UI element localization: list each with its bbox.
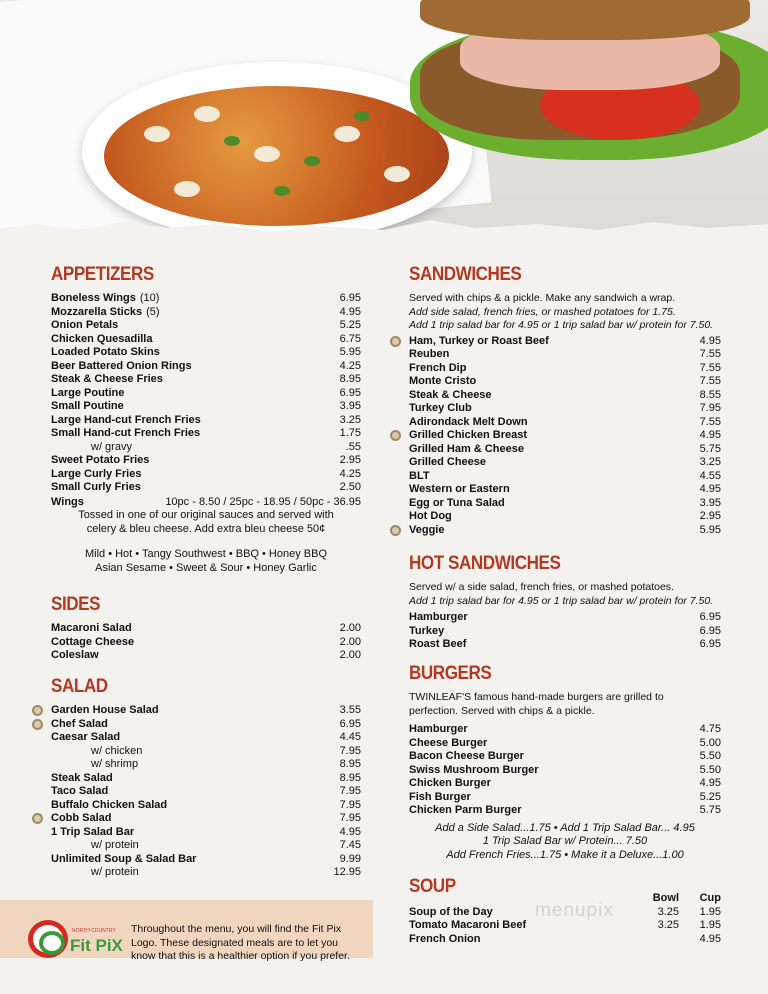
menu-item — [51, 333, 361, 347]
burger-addon: Add French Fries...1.75 • Make it a Deluxe...1.00 — [446, 848, 684, 861]
menu-item — [51, 758, 361, 772]
menu-item — [51, 387, 361, 401]
wings-description: Tossed in one of our original sauces and served with — [78, 509, 334, 521]
menu-item — [51, 481, 361, 495]
cup-header: Cup — [699, 892, 721, 904]
menu-item — [51, 826, 361, 840]
item-price: 6.95 — [339, 386, 361, 399]
item-price: 5.50 — [699, 750, 721, 762]
item-name: w/ gravy — [91, 440, 132, 453]
item-price: 1.75 — [339, 427, 361, 439]
item-name: Veggie — [409, 523, 445, 536]
menu-item — [51, 704, 361, 718]
item-name: Adirondack Melt Down — [409, 415, 528, 428]
section-description: Served w/ a side salad, french fries, or mashed potatoes. — [409, 581, 674, 593]
menu-item — [409, 335, 721, 349]
item-price: 4.95 — [699, 429, 721, 441]
menu-item — [51, 622, 361, 636]
item-price: 5.75 — [699, 442, 721, 455]
menu-item — [51, 745, 361, 759]
item-price: 5.25 — [699, 790, 721, 803]
item-name: Fish Burger — [409, 790, 471, 803]
item-price: 2.00 — [339, 622, 361, 634]
menu-item — [51, 718, 361, 732]
item-price: 6.95 — [699, 624, 721, 637]
item-price: 7.95 — [699, 402, 721, 414]
logo-subtext: NORTH COUNTRY — [72, 928, 116, 934]
item-price: .55 — [345, 440, 361, 453]
menu-item — [51, 649, 361, 663]
fit-pix-icon — [32, 813, 43, 824]
item-name: Large Poutine — [51, 386, 125, 399]
item-name: w/ shrimp — [91, 758, 139, 770]
fit-pix-icon — [32, 705, 43, 716]
menu-item — [409, 510, 721, 524]
menu-item — [409, 638, 721, 652]
item-price: 7.95 — [339, 744, 361, 757]
menu-item — [51, 853, 361, 867]
cup-price: 4.95 — [699, 932, 721, 945]
menu-item — [409, 611, 721, 625]
item-price: 12.95 — [333, 866, 361, 878]
item-name: Reuben — [409, 348, 450, 360]
menu-item — [409, 723, 721, 737]
item-price: 2.00 — [339, 635, 361, 648]
item-name: Loaded Potato Skins — [51, 346, 160, 358]
menu-item — [409, 375, 721, 389]
menu-item — [51, 427, 361, 441]
item-price: 6.95 — [339, 717, 361, 730]
item-price: 4.25 — [339, 467, 361, 480]
menu-item — [409, 416, 721, 430]
fit-pix-icon — [390, 430, 401, 441]
item-name: Swiss Mushroom Burger — [409, 763, 539, 776]
item-price: 5.00 — [699, 736, 721, 749]
menu-item — [51, 866, 361, 880]
cup-price: 1.95 — [699, 905, 721, 918]
fit-pix-icon — [390, 336, 401, 347]
item-price: 7.55 — [699, 361, 721, 374]
item-name: Roast Beef — [409, 638, 467, 650]
item-name: Large Hand-cut French Fries — [51, 413, 201, 426]
item-price: 4.95 — [699, 334, 721, 347]
menu-item — [409, 389, 721, 403]
item-price: 4.75 — [699, 723, 721, 735]
salad-section — [51, 676, 361, 880]
soup-name: French Onion — [409, 932, 481, 945]
item-name: Small Curly Fries — [51, 481, 141, 493]
item-price: 4.55 — [699, 469, 721, 482]
menu-item — [51, 772, 361, 786]
section-title: SIDES — [51, 594, 101, 615]
sides-section — [51, 594, 361, 663]
item-name: w/ protein — [91, 839, 139, 851]
menu-item — [409, 402, 721, 416]
watermark: menupix — [535, 900, 614, 921]
menu-item — [51, 306, 361, 320]
item-price: 7.95 — [339, 785, 361, 797]
menu-item — [51, 454, 361, 468]
item-name: Steak & Cheese — [409, 388, 492, 401]
menu-item — [409, 804, 721, 818]
section-note: Add 1 trip salad bar for 4.95 or 1 trip salad bar w/ protein for 7.50. — [409, 319, 714, 331]
item-name: Steak Salad — [51, 771, 113, 784]
item-price: 7.55 — [699, 348, 721, 360]
item-name: Grilled Ham & Cheese — [409, 442, 524, 455]
item-name: Ham, Turkey or Roast Beef — [409, 334, 549, 347]
menu-item — [51, 292, 361, 306]
menu-item — [409, 764, 721, 778]
item-quantity: (10) — [139, 292, 160, 304]
menu-item — [409, 524, 721, 538]
item-price: 9.99 — [339, 852, 361, 865]
menu-item — [409, 777, 721, 791]
section-note: Add 1 trip salad bar for 4.95 or 1 trip salad bar w/ protein for 7.50. — [409, 594, 714, 607]
item-name: Boneless Wings — [51, 292, 136, 304]
menu-item — [409, 443, 721, 457]
item-name: Onion Petals — [51, 319, 119, 331]
menu-item — [51, 785, 361, 799]
item-price: 7.45 — [339, 839, 361, 851]
section-title: APPETIZERS — [51, 264, 154, 285]
item-name: 1 Trip Salad Bar — [51, 825, 135, 838]
item-name: Beer Battered Onion Rings — [51, 359, 192, 372]
section-title: SOUP — [409, 876, 456, 897]
menu-item — [51, 731, 361, 745]
section-title: HOT SANDWICHES — [409, 553, 561, 574]
item-price: 3.55 — [339, 704, 361, 716]
burger-addon: Add a Side Salad...1.75 • Add 1 Trip Salad Bar... 4.95 — [435, 821, 695, 834]
item-name: Caesar Salad — [51, 731, 121, 743]
item-price: 7.95 — [339, 812, 361, 824]
sauce-list: Asian Sesame • Sweet & Sour • Honey Garlic — [95, 561, 317, 574]
bowl-price — [631, 933, 679, 947]
item-price: 3.95 — [699, 496, 721, 509]
bowl-price: 3.25 — [657, 919, 679, 931]
fit-pix-icon — [390, 525, 401, 536]
item-name: Turkey — [409, 624, 445, 637]
item-price: 2.95 — [339, 454, 361, 466]
item-name: Hamburger — [409, 611, 468, 623]
item-name: Small Hand-cut French Fries — [51, 427, 201, 439]
item-name: Macaroni Salad — [51, 622, 132, 634]
item-price: 8.95 — [339, 758, 361, 770]
item-name: Hot Dog — [409, 510, 452, 522]
fit-pix-icon — [32, 719, 43, 730]
appetizers-section — [51, 264, 361, 575]
item-price: 4.95 — [339, 305, 361, 318]
menu-item — [409, 456, 721, 470]
item-price: 3.95 — [339, 400, 361, 412]
item-price: 4.25 — [339, 359, 361, 372]
item-name: Steak & Cheese Fries — [51, 373, 163, 385]
item-name: Taco Salad — [51, 785, 109, 797]
cup-price: 1.95 — [699, 919, 721, 931]
item-price: 4.95 — [699, 777, 721, 789]
burgers-section — [409, 663, 721, 862]
item-name: Large Curly Fries — [51, 467, 142, 480]
menu-item — [409, 483, 721, 497]
item-price: 6.75 — [339, 332, 361, 345]
sandwich-image — [380, 0, 768, 180]
menu-item — [409, 625, 721, 639]
item-name: Cottage Cheese — [51, 635, 135, 648]
hot-sandwiches-section — [409, 553, 721, 652]
wings-description: celery & bleu cheese. Add extra bleu cheese 50¢ — [86, 522, 326, 535]
menu-item — [409, 348, 721, 362]
item-price: 5.95 — [699, 523, 721, 536]
item-price: 6.95 — [699, 611, 721, 623]
item-price: 2.95 — [699, 510, 721, 522]
item-price: 7.95 — [339, 798, 361, 811]
menu-item — [51, 373, 361, 387]
item-price: 6.95 — [339, 292, 361, 304]
section-description: Served with chips & a pickle. Make any sandwich a wrap. — [409, 292, 676, 304]
item-name: Small Poutine — [51, 400, 124, 412]
menu-item — [51, 319, 361, 333]
item-price: 5.25 — [339, 319, 361, 331]
item-price: 8.95 — [339, 771, 361, 784]
fit-pix-apple-logo — [28, 920, 68, 958]
item-price: 7.55 — [699, 375, 721, 387]
item-name: Sweet Potato Fries — [51, 454, 150, 466]
item-price: 6.95 — [699, 638, 721, 650]
item-name: Hamburger — [409, 723, 468, 735]
menu-item — [409, 791, 721, 805]
item-price: 8.55 — [699, 388, 721, 401]
item-price: 4.45 — [339, 731, 361, 743]
item-price: 7.55 — [699, 415, 721, 428]
menu-item — [409, 362, 721, 376]
logo-text: Fit PiX — [70, 936, 123, 955]
section-description: TWINLEAF'S famous hand-made burgers are grilled to perfection. Served with chips & a pickle. — [409, 691, 664, 717]
item-price: 10pc - 8.50 / 25pc - 18.95 / 50pc - 36.95 — [165, 495, 361, 508]
section-title: BURGERS — [409, 663, 492, 684]
item-name: Coleslaw — [51, 649, 99, 661]
soup-name: Soup of the Day — [409, 905, 493, 918]
item-name: Chicken Parm Burger — [409, 804, 522, 816]
menu-item — [51, 414, 361, 428]
item-name: Cobb Salad — [51, 812, 112, 824]
item-name: Chef Salad — [51, 717, 108, 730]
item-name: Cheese Burger — [409, 736, 488, 749]
item-price: 3.25 — [339, 413, 361, 426]
menu-item — [51, 468, 361, 482]
menu-item — [51, 360, 361, 374]
item-name: w/ protein — [91, 866, 139, 878]
item-price: 5.50 — [699, 763, 721, 776]
section-title: SANDWICHES — [409, 264, 522, 285]
item-name: BLT — [409, 469, 430, 482]
menu-item — [51, 839, 361, 853]
menu-item-wings — [51, 496, 361, 510]
item-price: 4.95 — [339, 825, 361, 838]
sandwiches-section — [409, 264, 721, 537]
item-name: French Dip — [409, 361, 467, 374]
menu-item — [409, 750, 721, 764]
item-name: w/ chicken — [91, 744, 143, 757]
menu-item — [51, 400, 361, 414]
item-name: Western or Eastern — [409, 483, 510, 495]
menu-item — [51, 441, 361, 455]
menu-item — [409, 429, 721, 443]
item-name: Unlimited Soup & Salad Bar — [51, 852, 197, 865]
item-price: 3.25 — [699, 456, 721, 468]
item-price: 5.95 — [339, 346, 361, 358]
burger-addon: 1 Trip Salad Bar w/ Protein... 7.50 — [482, 835, 648, 847]
item-name: Mozzarella Sticks — [51, 305, 143, 318]
menu-item — [409, 470, 721, 484]
item-name: Turkey Club — [409, 402, 472, 414]
item-price: 4.95 — [699, 483, 721, 495]
item-name: Bacon Cheese Burger — [409, 750, 524, 762]
item-price: 2.50 — [339, 481, 361, 493]
item-name: Chicken Burger — [409, 777, 491, 789]
item-name: Wings — [51, 495, 84, 508]
menu-item — [409, 737, 721, 751]
bowl-price: 3.25 — [657, 905, 679, 918]
menu-item — [51, 346, 361, 360]
section-note: Add side salad, french fries, or mashed potatoes for 1.75. — [409, 305, 676, 318]
menu-item — [51, 812, 361, 826]
item-name: Monte Cristo — [409, 375, 477, 387]
menu-item — [409, 497, 721, 511]
item-price: 2.00 — [339, 649, 361, 661]
item-name: Buffalo Chicken Salad — [51, 798, 168, 811]
fit-pix-explanation: Throughout the menu, you will find the Fit Pix Logo. These designated meals are to let you know that this is a healthier option if you prefer. — [131, 923, 350, 962]
menu-item — [51, 799, 361, 813]
item-name: Egg or Tuna Salad — [409, 496, 505, 509]
food-photo-header — [0, 0, 768, 240]
bowl-header: Bowl — [652, 892, 679, 904]
item-name: Garden House Salad — [51, 704, 159, 716]
item-name: Grilled Chicken Breast — [409, 429, 527, 441]
fit-pix-note — [0, 900, 373, 962]
item-quantity: (5) — [146, 305, 160, 318]
section-title: SALAD — [51, 676, 108, 697]
item-name: Chicken Quesadilla — [51, 332, 153, 345]
menu-item — [51, 636, 361, 650]
sauce-list: Mild • Hot • Tangy Southwest • BBQ • Honey BBQ — [84, 548, 328, 560]
item-price: 8.95 — [339, 373, 361, 385]
soup-name: Tomato Macaroni Beef — [409, 919, 527, 931]
item-price: 5.75 — [699, 804, 721, 816]
item-name: Grilled Cheese — [409, 456, 487, 468]
